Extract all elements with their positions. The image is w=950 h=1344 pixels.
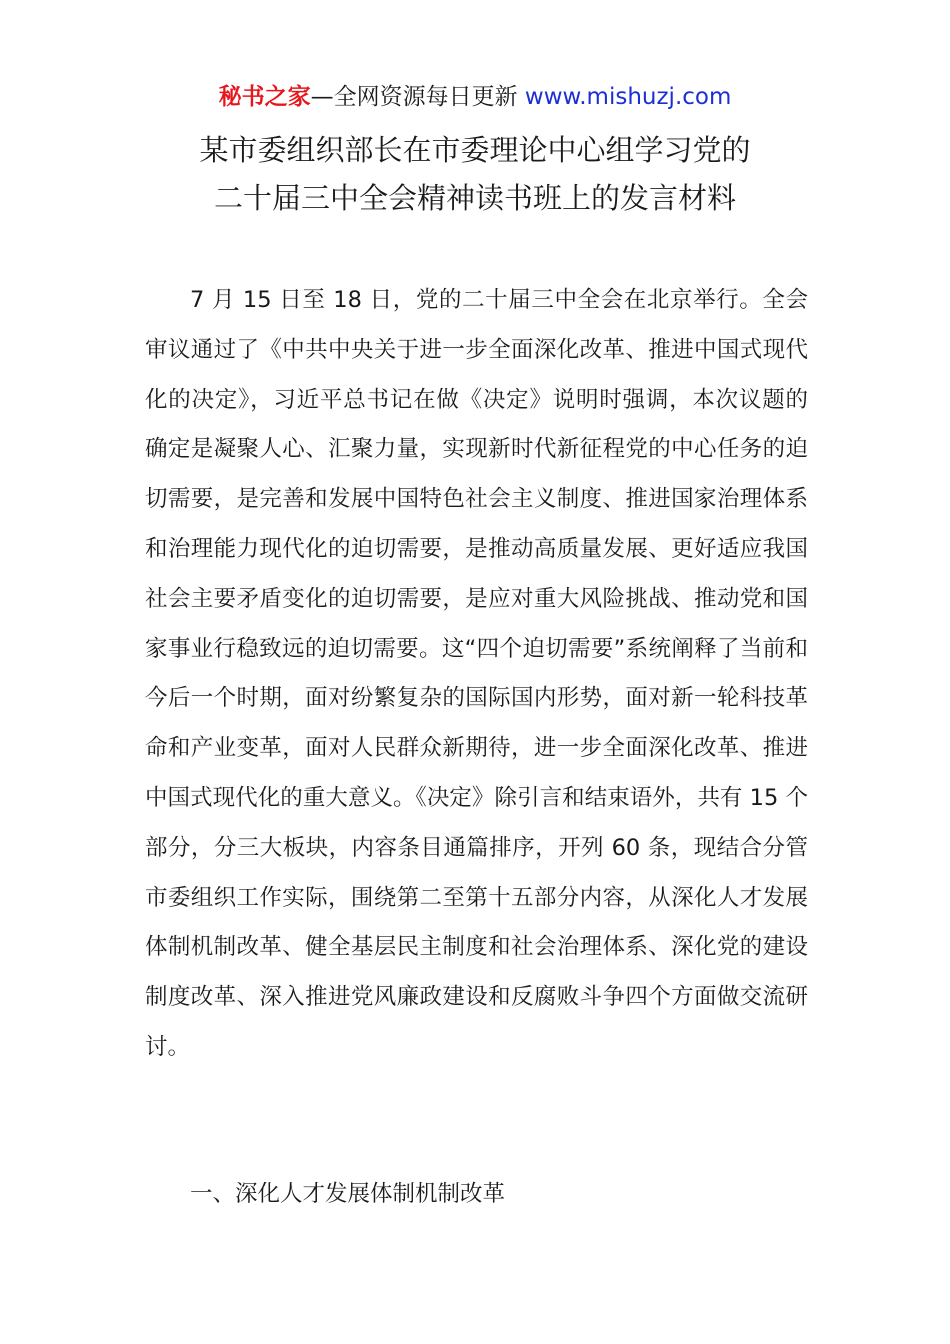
title-line-1: 某市委组织部长在市委理论中心组学习党的 [199,133,751,167]
site-url[interactable]: www.mishuzj.com [524,84,732,110]
section-heading-1: 一、深化人才发展体制机制改革 [190,1181,506,1207]
intro-paragraph: 7 月 15 日至 18 日，党的二十届三中全会在北京举行。全会审议通过了《中共中央关于进一步全面深化改革、推进中国式现代化的决定》，习近平总书记在做《决定》说明时强调，本次议题的确定是凝聚人心、汇聚力量，实现新时代新征程党的中心任务的迫切需要，是完善和发展中国特色社会主义制度、推进国家治理体系和治理能力现代化的迫切需要，是推动高质量发展、更好适应我国社会主要矛盾变化的迫切需要，是应对重大风险挑战、推动党和国家事业行稳致远的迫切需要。这“四个迫切需要”系统阐释了当前和今后一个时期，面对纷繁复杂的国际国内形势，面对新一轮科技革命和产业变革，面对人民群众新期待，进一步全面深化改革、推进中国式现代化的重大意义。《决定》除引言和结束语外，共有 15 个部分，分三大板块，内容条目通篇排序，开列 60 条，现结合分管市委组织工作实际，围绕第二至第十五部分内容，从深化人才发展体制机制改革、健全基层民主制度和社会治理体系、深化党的建设制度改革、深入推进党风廉政建设和反腐败斗争四个方面做交流研讨。 [145,287,808,1060]
site-header [0,80,950,114]
title-line-2: 二十届三中全会精神读书班上的发言材料 [213,181,736,215]
document-title [0,126,950,222]
site-tagline: —全网资源每日更新 [310,84,525,110]
site-name: 秘书之家 [218,84,311,110]
